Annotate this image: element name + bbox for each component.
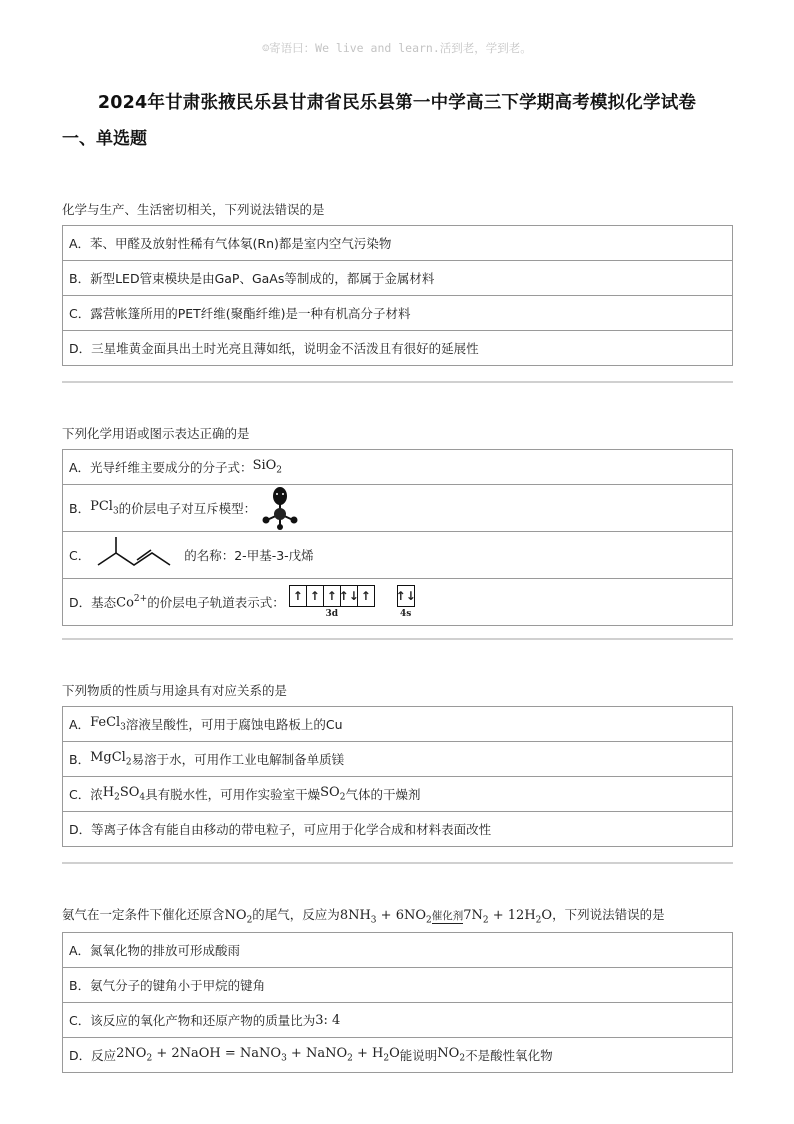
reaction-equation: $8NH_3 + 6NO_2$ 催化剂 $7N_2 + 12H_2O$ [339,908,553,926]
option-label: B． [69,752,91,767]
options-table [62,225,733,366]
orbital-box: ↑ [324,585,341,607]
option-d[interactable]: D．等离子体含有能自由移动的带电粒子，可应用于化学合成和材料表面改性 [63,811,732,846]
option-text: 的价层电子轨道表示式： [147,595,285,610]
reaction-equation-naoh: $2NO_2$ + 2NaOH = NaNO$_3$ + NaNO$_2$ + $H_2O$ [116,1046,400,1064]
option-label: C．浓 [69,787,103,802]
vsepr-model-icon [260,486,300,530]
option-c[interactable] [63,776,732,811]
question-stem [62,904,733,926]
option-b[interactable]: B．新型LED管束模块是由GaP、GaAs等制成的，都属于金属材料 [63,260,732,295]
formula-pcl3: PCl$_3$ [90,499,119,517]
formula-so2: $SO_2$ [320,785,346,803]
orbital-box: ↑ [358,585,375,607]
question-stem: 下列化学用语或图示表达正确的是 [62,426,250,441]
formula-h2so4: $H_2SO_4$ [102,785,146,803]
option-text: 气体的干燥剂 [345,787,421,802]
option-b[interactable] [63,484,732,531]
divider [62,638,733,640]
option-text: 能说明 [399,1048,438,1063]
formula-sio2: SiO$_2$ [252,458,283,476]
stem-text: ，下列说法错误的是 [552,907,665,922]
option-text: 溶液呈酸性，可用于腐蚀电路板上的Cu [125,717,343,732]
question-4 [62,904,733,1073]
option-a[interactable] [63,450,732,484]
formula-no2: $NO_2$ [437,1046,466,1064]
stem-text: 氨气在一定条件下催化还原含 [62,907,225,922]
option-c[interactable]: C．露营帐篷所用的PET纤维(聚酯纤维)是一种有机高分子材料 [63,295,732,330]
page-title: 2024年甘肃张掖民乐县甘肃省民乐县第一中学高三下学期高考模拟化学试卷 [97,93,697,113]
option-label: A． [69,717,91,732]
mass-ratio: 3: 4 [315,1012,341,1028]
orbital-3d-boxes [289,585,375,607]
question-stem: 化学与生产、生活密切相关，下列说法错误的是 [62,202,325,217]
skeletal-formula-icon [94,535,180,575]
option-b[interactable] [63,741,732,776]
question-3 [62,682,733,847]
option-text: C．该反应的氧化产物和还原产物的质量比为 [69,1013,316,1028]
formula-fecl3: FeCl$_3$ [90,715,126,733]
option-a[interactable]: A．氮氧化物的排放可形成酸雨 [69,943,241,958]
option-text: 易溶于水，可用作工业电解制备单质镁 [131,752,345,767]
option-a[interactable] [63,707,732,741]
option-c[interactable] [63,1002,732,1037]
question-2 [62,425,733,626]
options-table [62,932,733,1073]
orbital-box: ↑↓ [341,585,358,607]
option-d[interactable]: D．三星堆黄金面具出土时光亮且薄如纸，说明金不活泼且有很好的延展性 [63,330,732,365]
option-text: 不是酸性氧化物 [465,1048,553,1063]
reaction-arrow [432,911,464,924]
option-label: B． [69,501,91,516]
question-stem: 下列物质的性质与用途具有对应关系的是 [62,683,288,698]
stem-text: 的尾气，反应为 [252,907,340,922]
formula-mgcl2: MgCl$_2$ [90,750,132,768]
option-text: A．光导纤维主要成分的分子式： [69,460,253,475]
formula-co2plus: $Co^{2+}$ [116,593,148,611]
options-table [62,706,733,847]
divider [62,381,733,383]
option-b[interactable]: B．氨气分子的键角小于甲烷的键角 [63,967,732,1002]
orbital-diagram [289,585,415,619]
option-label: D．基态 [69,595,117,610]
question-1 [62,201,733,366]
orbital-box: ↑ [307,585,324,607]
divider [62,862,733,864]
option-text: 具有脱水性，可用作实验室干燥 [145,787,321,802]
option-label: D．反应 [69,1048,117,1063]
watermark: ☺寄语曰：We live and learn.活到老，学到老。 [262,41,532,55]
orbital-box: ↑ [289,585,307,607]
catalyst-label: 催化剂 [431,910,464,922]
option-label: C． [69,548,91,563]
option-d[interactable] [63,578,732,625]
section-heading: 一、单选题 [62,129,147,149]
option-text: 的名称：2-甲基-3-戊烯 [184,548,314,563]
option-c[interactable] [63,531,732,578]
option-text: 的价层电子对互斥模型： [118,501,257,516]
orbital-box: ↑↓ [397,585,415,607]
options-table [62,449,733,626]
formula-no2: $NO_2$ [224,908,253,926]
option-d[interactable] [63,1037,732,1072]
orbital-4s-boxes [397,585,415,607]
orbital-label-3d: 3d [325,609,338,619]
option-a[interactable]: A．苯、甲醛及放射性稀有气体氡(Rn)都是室内空气污染物 [69,236,392,251]
orbital-label-4s: 4s [400,609,412,619]
